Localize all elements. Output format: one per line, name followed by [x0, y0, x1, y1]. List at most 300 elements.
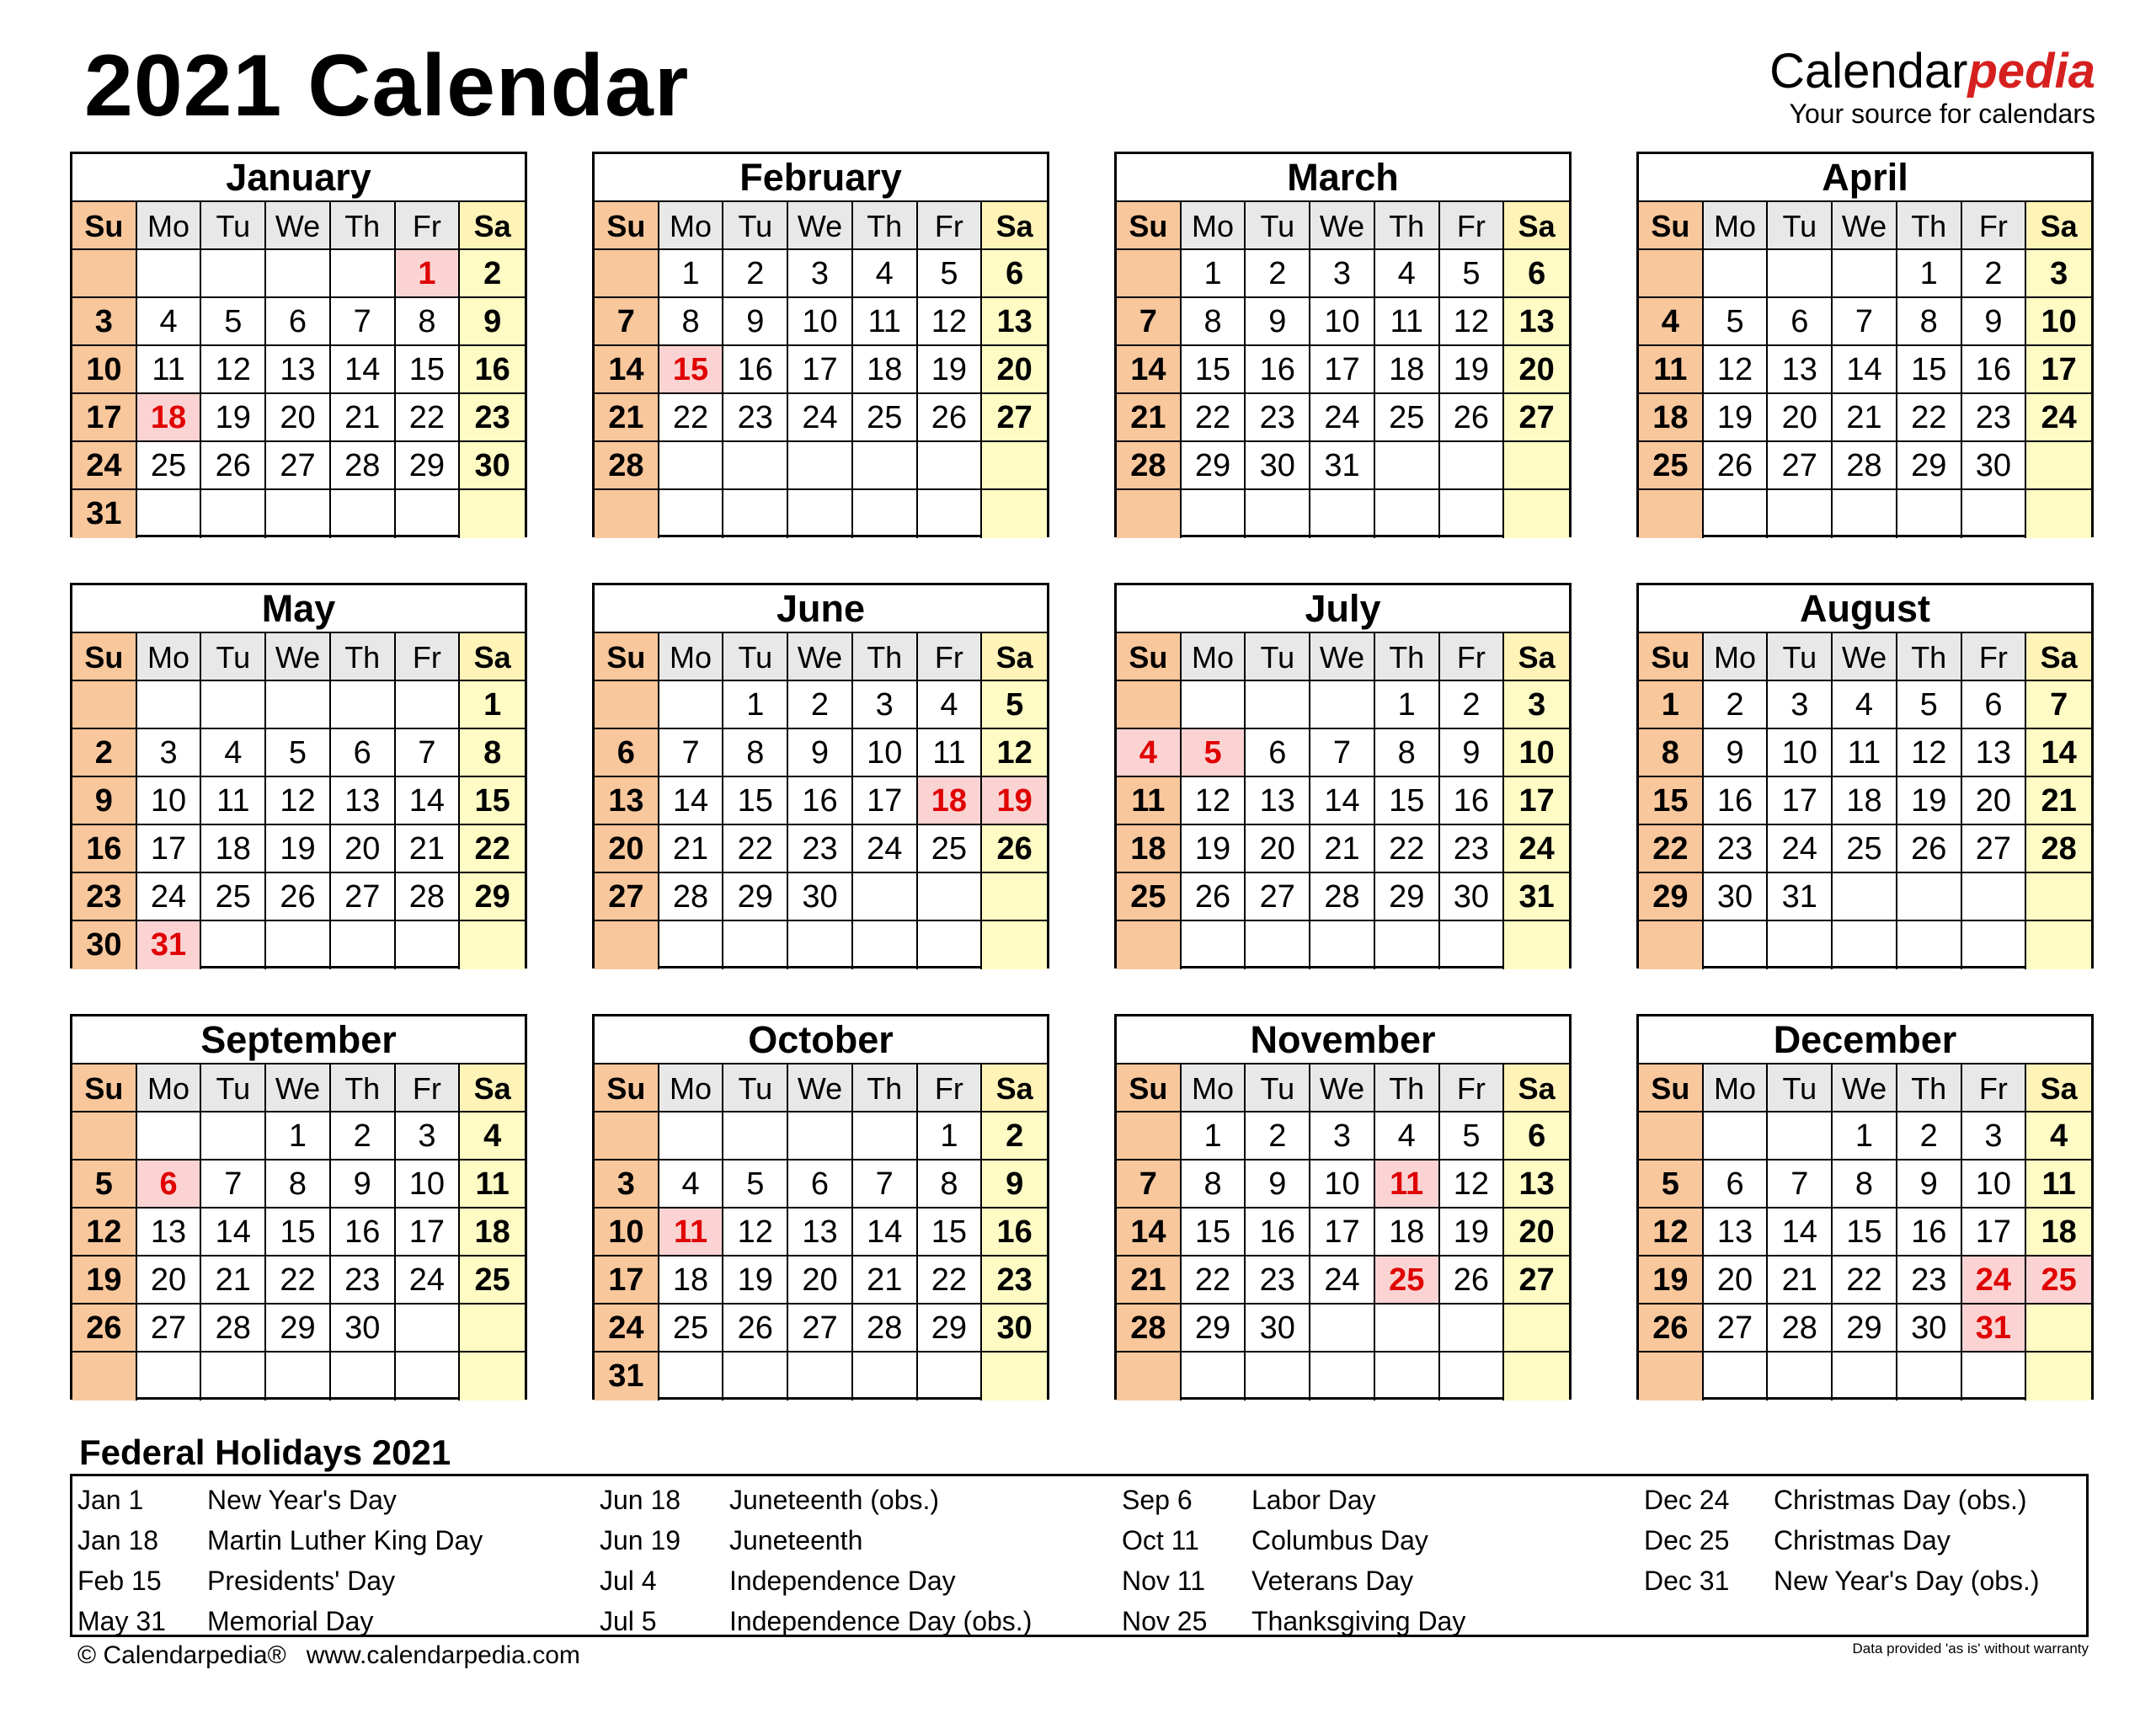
- day-cell: 26: [201, 442, 266, 490]
- brand-name-main: Calendar: [1769, 44, 1968, 99]
- footer-copyright: © Calendarpedia®: [77, 1641, 286, 1669]
- empty-day-cell: [396, 681, 461, 729]
- day-cell: 1: [918, 1112, 983, 1160]
- day-cell: 12: [1440, 1160, 1505, 1208]
- holiday-name: Independence Day (obs.): [729, 1606, 1033, 1636]
- weekday-header: Su: [72, 633, 137, 681]
- day-cell: 29: [1897, 442, 1962, 490]
- empty-day-cell: [853, 1353, 918, 1401]
- day-cell: 29: [1182, 1305, 1246, 1353]
- day-cell: 13: [266, 346, 331, 394]
- empty-day-cell: [1117, 1112, 1182, 1160]
- holiday-column: [1644, 1480, 2149, 1601]
- empty-day-cell: [595, 250, 659, 298]
- day-cell: 4: [1639, 298, 1704, 346]
- day-cell: 23: [72, 873, 137, 921]
- empty-day-cell: [331, 490, 396, 538]
- holiday-day-cell: 24: [1962, 1256, 2027, 1305]
- day-grid: [595, 1064, 1047, 1401]
- day-cell: 20: [331, 825, 396, 873]
- day-cell: 16: [1897, 1208, 1962, 1256]
- day-cell: 6: [1504, 1112, 1569, 1160]
- weekday-header: Mo: [1182, 1064, 1246, 1112]
- day-cell: 3: [396, 1112, 461, 1160]
- day-cell: 21: [659, 825, 724, 873]
- empty-day-cell: [723, 1353, 788, 1401]
- day-cell: 8: [1182, 1160, 1246, 1208]
- empty-day-cell: [723, 442, 788, 490]
- day-cell: 11: [2026, 1160, 2091, 1208]
- day-cell: 24: [1310, 1256, 1375, 1305]
- day-cell: 21: [1117, 1256, 1182, 1305]
- empty-day-cell: [1182, 490, 1246, 538]
- day-cell: 22: [266, 1256, 331, 1305]
- holiday-row: [1644, 1520, 2149, 1561]
- day-cell: 24: [1310, 394, 1375, 442]
- empty-day-cell: [1962, 873, 2027, 921]
- day-cell: 5: [72, 1160, 137, 1208]
- weekday-header: Tu: [201, 633, 266, 681]
- day-cell: 22: [1182, 1256, 1246, 1305]
- day-cell: 29: [460, 873, 525, 921]
- empty-day-cell: [982, 921, 1047, 969]
- day-cell: 26: [1897, 825, 1962, 873]
- day-cell: 2: [1704, 681, 1769, 729]
- day-grid: [1639, 202, 2091, 538]
- day-cell: 3: [137, 729, 202, 777]
- day-cell: 7: [1117, 298, 1182, 346]
- weekday-header: Sa: [982, 202, 1047, 250]
- empty-day-cell: [1962, 490, 2027, 538]
- day-cell: 6: [266, 298, 331, 346]
- day-cell: 25: [137, 442, 202, 490]
- day-cell: 17: [853, 777, 918, 825]
- empty-day-cell: [1440, 442, 1505, 490]
- month-october: [592, 1014, 1049, 1400]
- empty-day-cell: [1310, 490, 1375, 538]
- weekday-header: Th: [853, 1064, 918, 1112]
- empty-day-cell: [1375, 442, 1440, 490]
- holiday-date: Jul 4: [600, 1566, 657, 1596]
- empty-day-cell: [982, 1353, 1047, 1401]
- day-cell: 7: [1310, 729, 1375, 777]
- day-cell: 1: [1182, 250, 1246, 298]
- month-name: May: [72, 585, 525, 633]
- weekday-header: We: [788, 1064, 853, 1112]
- empty-day-cell: [1897, 1353, 1962, 1401]
- empty-day-cell: [2026, 1305, 2091, 1353]
- day-cell: 24: [1504, 825, 1569, 873]
- weekday-header: Mo: [137, 1064, 202, 1112]
- weekday-header: We: [1833, 202, 1897, 250]
- day-cell: 16: [460, 346, 525, 394]
- day-cell: 17: [2026, 346, 2091, 394]
- month-may: [70, 583, 527, 968]
- empty-day-cell: [1117, 250, 1182, 298]
- day-cell: 31: [1310, 442, 1375, 490]
- month-june: [592, 583, 1049, 968]
- day-cell: 13: [331, 777, 396, 825]
- day-cell: 23: [1704, 825, 1769, 873]
- day-cell: 10: [1768, 729, 1833, 777]
- day-cell: 8: [1833, 1160, 1897, 1208]
- day-cell: 5: [1440, 250, 1505, 298]
- day-cell: 25: [460, 1256, 525, 1305]
- month-name: March: [1117, 154, 1569, 202]
- day-cell: 16: [1962, 346, 2027, 394]
- day-cell: 23: [331, 1256, 396, 1305]
- holiday-name: Juneteenth: [729, 1525, 863, 1555]
- weekday-header: Th: [1375, 202, 1440, 250]
- weekday-header: Fr: [918, 202, 983, 250]
- day-cell: 6: [982, 250, 1047, 298]
- day-cell: 20: [137, 1256, 202, 1305]
- empty-day-cell: [1182, 681, 1246, 729]
- day-cell: 8: [1182, 298, 1246, 346]
- day-cell: 26: [1704, 442, 1769, 490]
- weekday-header: Fr: [1440, 633, 1505, 681]
- empty-day-cell: [659, 490, 724, 538]
- day-cell: 18: [1375, 346, 1440, 394]
- empty-day-cell: [72, 681, 137, 729]
- day-cell: 9: [723, 298, 788, 346]
- weekday-header: Mo: [1182, 633, 1246, 681]
- month-july: [1114, 583, 1572, 968]
- empty-day-cell: [918, 442, 983, 490]
- holiday-date: Jun 18: [600, 1485, 681, 1515]
- holiday-name: Memorial Day: [207, 1606, 374, 1636]
- day-cell: 20: [1962, 777, 2027, 825]
- day-cell: 13: [1246, 777, 1310, 825]
- day-cell: 22: [1639, 825, 1704, 873]
- day-cell: 30: [72, 921, 137, 969]
- month-name: January: [72, 154, 525, 202]
- day-cell: 9: [72, 777, 137, 825]
- day-cell: 12: [1639, 1208, 1704, 1256]
- day-cell: 25: [1375, 394, 1440, 442]
- holiday-day-cell: 31: [1962, 1305, 2027, 1353]
- weekday-header: Mo: [659, 202, 724, 250]
- empty-day-cell: [595, 1112, 659, 1160]
- day-cell: 28: [1833, 442, 1897, 490]
- empty-day-cell: [1833, 250, 1897, 298]
- empty-day-cell: [595, 490, 659, 538]
- day-cell: 8: [460, 729, 525, 777]
- day-cell: 3: [1768, 681, 1833, 729]
- day-cell: 2: [72, 729, 137, 777]
- day-cell: 16: [788, 777, 853, 825]
- day-cell: 8: [1897, 298, 1962, 346]
- empty-day-cell: [1639, 921, 1704, 969]
- day-cell: 11: [1375, 298, 1440, 346]
- empty-day-cell: [1639, 1112, 1704, 1160]
- day-cell: 31: [595, 1353, 659, 1401]
- day-cell: 28: [853, 1305, 918, 1353]
- day-cell: 20: [1504, 346, 1569, 394]
- day-cell: 6: [788, 1160, 853, 1208]
- empty-day-cell: [1962, 1353, 2027, 1401]
- day-cell: 10: [2026, 298, 2091, 346]
- empty-day-cell: [1310, 921, 1375, 969]
- empty-day-cell: [1704, 490, 1769, 538]
- day-cell: 30: [788, 873, 853, 921]
- weekday-header: Sa: [982, 633, 1047, 681]
- day-cell: 28: [1768, 1305, 1833, 1353]
- day-cell: 18: [1117, 825, 1182, 873]
- day-cell: 4: [1375, 1112, 1440, 1160]
- holiday-date: Nov 25: [1122, 1606, 1208, 1636]
- day-cell: 3: [72, 298, 137, 346]
- footer-credit: [77, 1639, 580, 1673]
- day-grid: [72, 1064, 525, 1401]
- day-cell: 5: [723, 1160, 788, 1208]
- day-cell: 2: [723, 250, 788, 298]
- empty-day-cell: [137, 1353, 202, 1401]
- weekday-header: Tu: [1768, 633, 1833, 681]
- empty-day-cell: [72, 1112, 137, 1160]
- day-cell: 7: [1768, 1160, 1833, 1208]
- day-cell: 16: [1440, 777, 1505, 825]
- day-cell: 26: [1440, 394, 1505, 442]
- weekday-header: Su: [72, 1064, 137, 1112]
- empty-day-cell: [659, 1353, 724, 1401]
- day-cell: 6: [1246, 729, 1310, 777]
- day-cell: 27: [595, 873, 659, 921]
- month-name: October: [595, 1016, 1047, 1064]
- empty-day-cell: [137, 250, 202, 298]
- holiday-day-cell: 31: [137, 921, 202, 969]
- empty-day-cell: [460, 1353, 525, 1401]
- month-december: [1636, 1014, 2094, 1400]
- day-cell: 25: [1117, 873, 1182, 921]
- day-cell: 13: [1504, 1160, 1569, 1208]
- empty-day-cell: [1117, 490, 1182, 538]
- day-cell: 27: [266, 442, 331, 490]
- weekday-header: We: [1833, 633, 1897, 681]
- day-cell: 10: [1504, 729, 1569, 777]
- day-cell: 15: [1182, 1208, 1246, 1256]
- day-cell: 6: [1704, 1160, 1769, 1208]
- weekday-header: Su: [1117, 202, 1182, 250]
- day-cell: 3: [1310, 1112, 1375, 1160]
- weekday-header: Fr: [918, 633, 983, 681]
- holiday-row: [1122, 1520, 1627, 1561]
- empty-day-cell: [659, 921, 724, 969]
- day-cell: 20: [1504, 1208, 1569, 1256]
- day-cell: 9: [982, 1160, 1047, 1208]
- holiday-name: Labor Day: [1251, 1485, 1376, 1515]
- empty-day-cell: [1504, 1353, 1569, 1401]
- day-cell: 27: [137, 1305, 202, 1353]
- empty-day-cell: [1310, 681, 1375, 729]
- day-cell: 30: [1704, 873, 1769, 921]
- day-cell: 19: [723, 1256, 788, 1305]
- day-cell: 5: [266, 729, 331, 777]
- empty-day-cell: [1182, 921, 1246, 969]
- holiday-date: Dec 24: [1644, 1485, 1730, 1515]
- empty-day-cell: [201, 250, 266, 298]
- empty-day-cell: [460, 921, 525, 969]
- day-cell: 7: [331, 298, 396, 346]
- day-cell: 15: [1375, 777, 1440, 825]
- weekday-header: Su: [1117, 633, 1182, 681]
- day-cell: 26: [1639, 1305, 1704, 1353]
- weekday-header: Mo: [1704, 633, 1769, 681]
- day-cell: 1: [1375, 681, 1440, 729]
- day-cell: 20: [595, 825, 659, 873]
- day-cell: 18: [2026, 1208, 2091, 1256]
- holiday-date: Jul 5: [600, 1606, 657, 1636]
- footer-url[interactable]: www.calendarpedia.com: [306, 1641, 580, 1669]
- empty-day-cell: [1704, 1112, 1769, 1160]
- weekday-header: Sa: [460, 202, 525, 250]
- empty-day-cell: [723, 490, 788, 538]
- weekday-header: We: [788, 202, 853, 250]
- day-cell: 12: [723, 1208, 788, 1256]
- month-name: December: [1639, 1016, 2091, 1064]
- day-cell: 3: [595, 1160, 659, 1208]
- empty-day-cell: [72, 250, 137, 298]
- day-cell: 30: [460, 442, 525, 490]
- day-cell: 20: [788, 1256, 853, 1305]
- empty-day-cell: [1504, 442, 1569, 490]
- day-cell: 4: [853, 250, 918, 298]
- day-cell: 21: [1117, 394, 1182, 442]
- weekday-header: Su: [1117, 1064, 1182, 1112]
- day-cell: 14: [853, 1208, 918, 1256]
- day-cell: 5: [1897, 681, 1962, 729]
- day-cell: 9: [460, 298, 525, 346]
- empty-day-cell: [1768, 921, 1833, 969]
- holiday-name: Veterans Day: [1251, 1566, 1414, 1596]
- day-cell: 27: [1704, 1305, 1769, 1353]
- empty-day-cell: [1310, 1353, 1375, 1401]
- day-cell: 1: [659, 250, 724, 298]
- day-cell: 20: [1704, 1256, 1769, 1305]
- day-cell: 28: [595, 442, 659, 490]
- day-cell: 12: [266, 777, 331, 825]
- holiday-day-cell: 6: [137, 1160, 202, 1208]
- day-cell: 11: [1117, 777, 1182, 825]
- month-name: November: [1117, 1016, 1569, 1064]
- federal-holidays-table: [70, 1474, 2089, 1637]
- empty-day-cell: [460, 490, 525, 538]
- weekday-header: We: [1310, 202, 1375, 250]
- day-cell: 5: [1704, 298, 1769, 346]
- holiday-date: May 31: [77, 1606, 166, 1636]
- day-cell: 18: [460, 1208, 525, 1256]
- empty-day-cell: [2026, 442, 2091, 490]
- empty-day-cell: [982, 490, 1047, 538]
- day-grid: [1639, 633, 2091, 969]
- day-cell: 12: [1440, 298, 1505, 346]
- empty-day-cell: [788, 1353, 853, 1401]
- empty-day-cell: [788, 921, 853, 969]
- empty-day-cell: [1375, 921, 1440, 969]
- holiday-date: Jan 18: [77, 1525, 159, 1555]
- weekday-header: Fr: [1962, 633, 2027, 681]
- empty-day-cell: [331, 921, 396, 969]
- day-cell: 4: [918, 681, 983, 729]
- empty-day-cell: [1310, 1305, 1375, 1353]
- empty-day-cell: [1117, 1353, 1182, 1401]
- day-cell: 1: [266, 1112, 331, 1160]
- day-cell: 21: [595, 394, 659, 442]
- day-cell: 27: [1504, 1256, 1569, 1305]
- month-name: April: [1639, 154, 2091, 202]
- day-cell: 17: [1504, 777, 1569, 825]
- day-cell: 21: [201, 1256, 266, 1305]
- day-cell: 30: [1246, 442, 1310, 490]
- day-cell: 7: [853, 1160, 918, 1208]
- day-cell: 27: [1246, 873, 1310, 921]
- day-cell: 17: [1768, 777, 1833, 825]
- day-cell: 16: [982, 1208, 1047, 1256]
- empty-day-cell: [1440, 1305, 1505, 1353]
- day-cell: 10: [788, 298, 853, 346]
- empty-day-cell: [1704, 921, 1769, 969]
- holiday-row: [600, 1561, 1105, 1601]
- weekday-header: Mo: [659, 633, 724, 681]
- empty-day-cell: [1246, 490, 1310, 538]
- day-cell: 16: [1246, 1208, 1310, 1256]
- day-cell: 21: [1833, 394, 1897, 442]
- holiday-day-cell: 25: [2026, 1256, 2091, 1305]
- empty-day-cell: [918, 921, 983, 969]
- day-cell: 21: [853, 1256, 918, 1305]
- holiday-column: [77, 1480, 583, 1641]
- day-cell: 2: [982, 1112, 1047, 1160]
- month-november: [1114, 1014, 1572, 1400]
- day-cell: 24: [853, 825, 918, 873]
- day-cell: 16: [72, 825, 137, 873]
- day-cell: 24: [396, 1256, 461, 1305]
- day-cell: 11: [1639, 346, 1704, 394]
- day-cell: 25: [1639, 442, 1704, 490]
- weekday-header: Mo: [1182, 202, 1246, 250]
- holiday-name: Columbus Day: [1251, 1525, 1428, 1555]
- day-cell: 15: [1897, 346, 1962, 394]
- holiday-day-cell: 25: [1375, 1256, 1440, 1305]
- day-cell: 18: [1375, 1208, 1440, 1256]
- day-cell: 31: [1768, 873, 1833, 921]
- weekday-header: Mo: [1704, 202, 1769, 250]
- weekday-header: We: [1310, 1064, 1375, 1112]
- day-cell: 5: [918, 250, 983, 298]
- holiday-name: Juneteenth (obs.): [729, 1485, 940, 1515]
- day-cell: 26: [1182, 873, 1246, 921]
- holiday-row: [1644, 1480, 2149, 1520]
- day-cell: 10: [1310, 298, 1375, 346]
- federal-holidays-title: Federal Holidays 2021: [79, 1433, 451, 1472]
- day-cell: 8: [1375, 729, 1440, 777]
- day-cell: 31: [72, 490, 137, 538]
- holiday-day-cell: 15: [659, 346, 724, 394]
- weekday-header: Sa: [460, 633, 525, 681]
- day-cell: 24: [72, 442, 137, 490]
- empty-day-cell: [1897, 490, 1962, 538]
- holiday-date: Jun 19: [600, 1525, 681, 1555]
- weekday-header: Tu: [1246, 1064, 1310, 1112]
- weekday-header: Sa: [2026, 633, 2091, 681]
- day-cell: 19: [1440, 346, 1505, 394]
- day-cell: 17: [72, 394, 137, 442]
- weekday-header: We: [1833, 1064, 1897, 1112]
- day-cell: 16: [1704, 777, 1769, 825]
- weekday-header: Fr: [918, 1064, 983, 1112]
- empty-day-cell: [137, 681, 202, 729]
- day-cell: 10: [72, 346, 137, 394]
